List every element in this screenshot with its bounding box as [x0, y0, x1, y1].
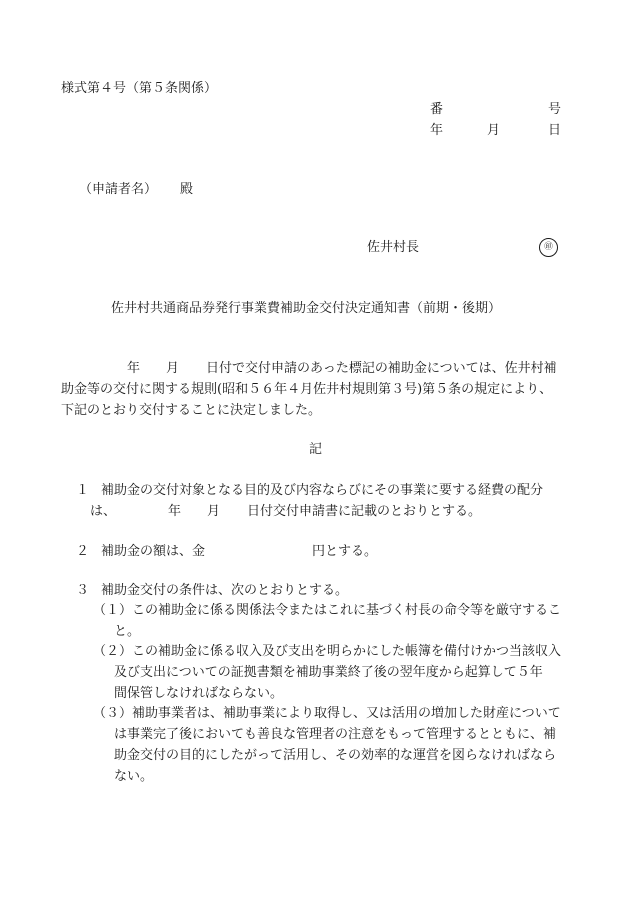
- date-month-label: 月: [487, 123, 501, 138]
- item3-sub2-line-2: 及び支出についての証拠書類を補助事業終了後の翌年度から起算して５年: [114, 665, 543, 680]
- item3-sub3-line-3: 助金交付の目的にしたがって活用し、その効率的な運営を図らなければなら: [114, 748, 557, 763]
- intro-year-label: 年: [127, 361, 141, 376]
- item3-sub3-line-4: ない。: [114, 769, 154, 784]
- item1-month-label: 月: [207, 504, 221, 519]
- ki-heading: 記: [309, 442, 323, 457]
- item2-number: ２: [76, 544, 90, 559]
- intro-line-1: 日付で交付申請のあった標記の補助金については、佐井村補: [206, 361, 557, 376]
- item2-text-start: 補助金の額は、金: [101, 544, 206, 559]
- date-day-label: 日: [548, 123, 562, 138]
- item3-number: ３: [76, 583, 90, 598]
- item3-sub2-line-3: 間保管しなければならない。: [114, 686, 284, 701]
- item3-sub3-line-1: （３）補助事業者は、補助事業により取得し、又は活用の増加した財産について: [93, 706, 561, 721]
- item1-line-2-start: は、: [90, 504, 117, 519]
- item3-sub1-line-1: （１）この補助金に係る関係法令またはこれに基づく村長の命令等を厳守するこ: [93, 603, 562, 618]
- honorific: 殿: [180, 182, 194, 197]
- seal-mark: ㊞: [539, 238, 558, 257]
- item1-line-2-end: 日付交付申請書に記載のとおりとする。: [247, 504, 482, 519]
- item3-text: 補助金交付の条件は、次のとおりとする。: [101, 583, 349, 598]
- item3-sub1-line-2: と。: [114, 624, 141, 639]
- intro-line-2: 助金等の交付に関する規則(昭和５６年４月佐井村規則第３号)第５条の規定により、: [61, 382, 553, 397]
- form-label: 様式第４号（第５条関係）: [61, 81, 218, 96]
- number-prefix: 番: [430, 102, 444, 117]
- date-year-label: 年: [430, 123, 444, 138]
- item2-text-end: 円とする。: [312, 544, 378, 559]
- intro-line-3: 下記のとおり交付することに決定しました。: [61, 403, 322, 418]
- item3-sub3-line-2: は事業完了後においても善良な管理者の注意をもって管理するとともに、補: [114, 727, 557, 742]
- number-suffix: 号: [548, 102, 562, 117]
- item3-sub2-line-1: （２）この補助金に係る収入及び支出を明らかにした帳簿を備付けかつ当該収入: [93, 644, 562, 659]
- item1-year-label: 年: [168, 504, 182, 519]
- applicant-name-label: （申請者名）: [79, 182, 158, 197]
- intro-month-label: 月: [166, 361, 180, 376]
- item1-line-1: 補助金の交付対象となる目的及び内容ならびにその事業に要する経費の配分: [101, 483, 544, 498]
- issuer-title: 佐井村長: [367, 240, 420, 255]
- item1-number: １: [76, 483, 90, 498]
- document-title: 佐井村共通商品券発行事業費補助金交付決定通知書（前期・後期）: [111, 301, 502, 316]
